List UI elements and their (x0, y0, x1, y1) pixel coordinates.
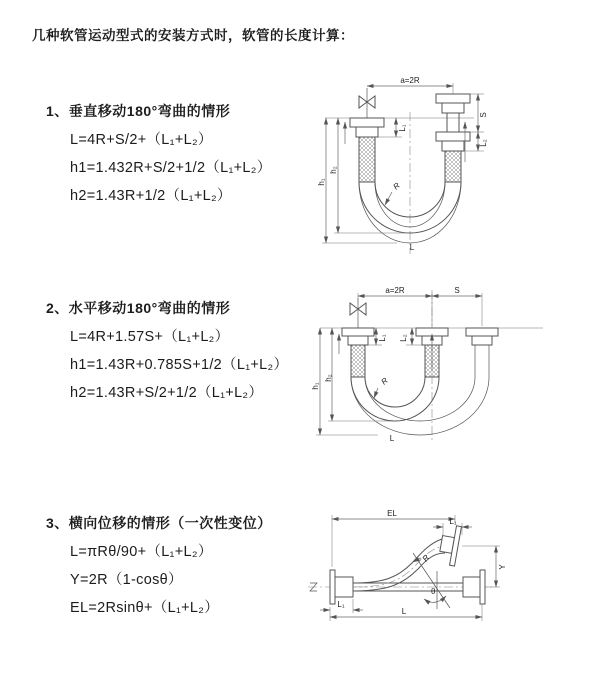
section-vertical-180 (46, 101, 272, 216)
hose-braid-right (445, 151, 461, 182)
section-horizontal-180 (46, 298, 288, 413)
radius-label: R (379, 375, 390, 387)
dimension-stroke (432, 286, 482, 326)
dim-label-fit-right: L₂ (479, 139, 488, 147)
formula-line: h2=1.43R+1/2（L₁+L₂） (70, 188, 232, 204)
radius-callout (385, 181, 402, 205)
dim-label-fit-left: L₁ (337, 600, 345, 609)
dim-label-h1: h₁ (317, 178, 326, 186)
length-label: L (401, 607, 407, 616)
angle-label: θ (431, 587, 436, 596)
section-heading: 1、垂直移动180°弯曲的情形 (46, 103, 231, 119)
radius-label: R (391, 180, 402, 192)
formula-line: EL=2Rsinθ+（L₁+L₂） (70, 600, 220, 616)
dim-label-stroke: S (454, 286, 460, 295)
formula-line: h2=1.43R+S/2+1/2（L₁+L₂） (70, 385, 264, 401)
page-title: 几种软管运动型式的安装方式时，软管的长度计算： (32, 28, 354, 43)
dim-label-h2: h₂ (324, 374, 333, 382)
hose-bend (351, 377, 489, 435)
figure-horizontal-180 (308, 282, 598, 457)
dimension-span (367, 76, 453, 94)
dimension-fit-left (320, 599, 363, 613)
flange-left (350, 118, 384, 137)
dim-label-offset-y: Y (498, 564, 507, 570)
section-heading: 2、水平移动180°弯曲的情形 (46, 300, 231, 316)
section-heading: 3、横向位移的情形（一次性变位） (46, 515, 272, 531)
dim-label-fit-top: L₁ (449, 517, 457, 526)
dimension-el (332, 509, 455, 567)
section-lateral-displacement (46, 513, 272, 628)
formula-line: Y=2R（1-cosθ） (70, 572, 183, 588)
dimension-stroke (470, 94, 488, 132)
figure-vertical-180 (312, 70, 597, 262)
dim-label-stroke: S (479, 112, 488, 118)
flange-left (330, 570, 353, 604)
dim-label-el: EL (387, 509, 397, 518)
length-label: L (409, 243, 415, 252)
dim-label-h1: h₁ (311, 382, 320, 390)
figure-lateral-displacement (300, 503, 600, 638)
pipe-right (447, 113, 459, 132)
dim-label-fit-left: L₁ (398, 124, 407, 132)
dim-label-span: a=2R (385, 286, 405, 295)
dim-label-fit-mid: L₂ (399, 334, 408, 342)
dim-label-span: a=2R (400, 76, 420, 85)
dim-label-h2: h₂ (329, 166, 338, 174)
angle-construction (413, 553, 450, 609)
formula-line: h1=1.432R+S/2+1/2（L₁+L₂） (70, 160, 272, 176)
radius-callout (413, 553, 431, 563)
flange-right (466, 328, 498, 345)
formula-line: L=πRθ/90+（L₁+L₂） (70, 544, 213, 560)
radius-label: R (420, 553, 432, 564)
flange-top-displaced (438, 524, 462, 566)
valve-icon (359, 88, 375, 118)
flange-right (463, 570, 485, 604)
hose-braid-left (351, 345, 365, 377)
dimension-fit-top (433, 517, 472, 535)
formula-line: h1=1.43R+0.785S+1/2（L₁+L₂） (70, 357, 289, 373)
length-label: L (389, 434, 395, 443)
flange-left (342, 328, 374, 345)
dim-label-fit-left: L₁ (378, 334, 387, 342)
dimension-span (358, 286, 432, 326)
formula-line: L=4R+S/2+（L₁+L₂） (70, 132, 213, 148)
formula-line: L=4R+1.57S+（L₁+L₂） (70, 329, 230, 345)
radius-callout (374, 376, 390, 398)
valve-icon (350, 298, 366, 328)
hose-displaced-leg (475, 345, 489, 377)
hose-braid-left (359, 137, 375, 182)
flange-right-top (436, 94, 470, 113)
